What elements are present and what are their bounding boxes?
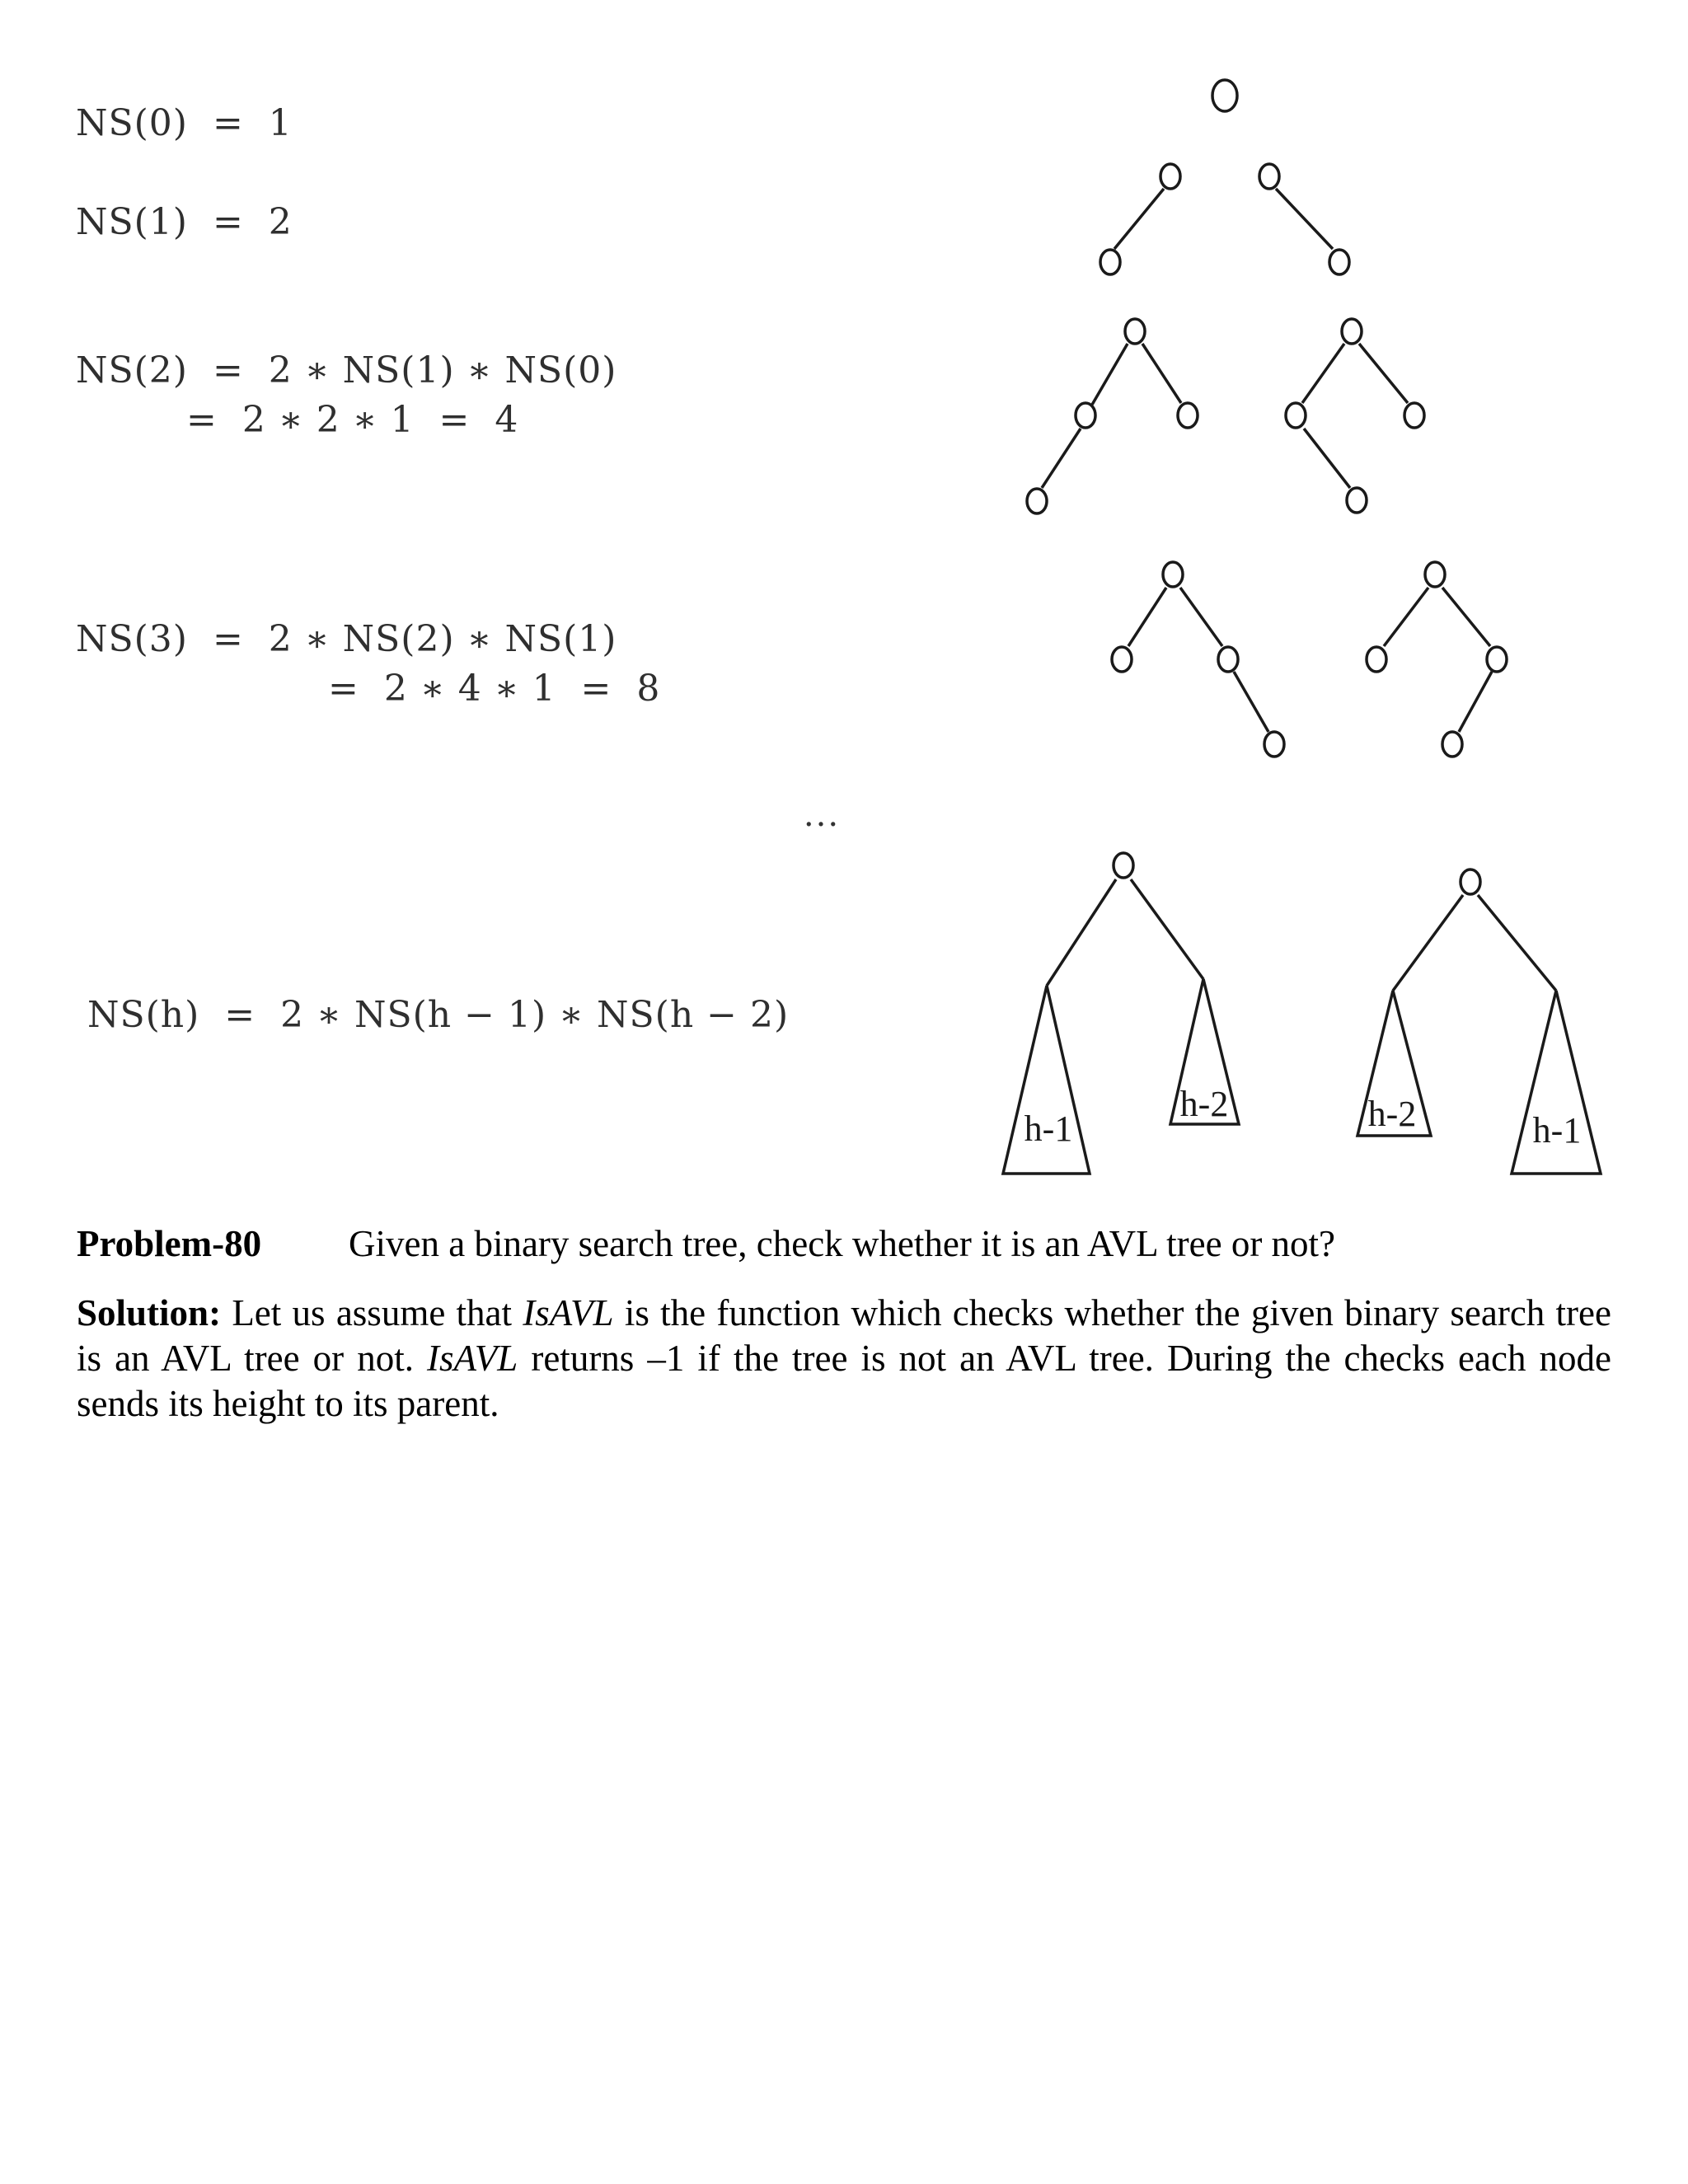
tree-node [1114,853,1133,878]
tree-node [1487,647,1507,672]
tree-height-0 [1212,80,1237,111]
tree-node [1212,80,1237,111]
equation-ns3-line2: = 2 ∗ 4 ∗ 1 = 8 [328,668,661,710]
tree-node [1100,250,1120,274]
tree-node [1125,319,1145,344]
tree-height-2-left [1027,319,1198,513]
tree-node [1367,647,1386,672]
tree-node [1347,488,1367,513]
solution-label: Solution: [77,1292,222,1333]
tree-node [1112,647,1132,672]
tree-node [1442,732,1462,757]
problem-number: Problem-80 [77,1223,262,1264]
tree-height-1-left [1100,164,1180,274]
solution-text: Let us assume that [221,1292,523,1333]
solution-text: is the function which checks whether the given binary search tree is an AVL tree or not. [77,1292,1611,1379]
equation-ns2-line1: NS(2) = 2 ∗ NS(1) ∗ NS(0) [76,349,617,391]
function-name: IsAVL [427,1338,518,1379]
tree-node [1178,403,1198,428]
solution-text: returns –1 if the tree is not an AVL tree. During the checks each node sends its height to its parent. [77,1338,1611,1424]
tree-node [1342,319,1362,344]
subtree-label: h-1 [1532,1110,1582,1151]
tree-node [1218,647,1238,672]
tree-height-2-right [1286,319,1424,513]
tree-node [1461,869,1480,894]
tree-node [1160,164,1180,189]
problem-statement [77,1221,1336,1267]
tree-node [1076,403,1095,428]
tree-height-3-left [1112,562,1284,757]
problem-question: Given a binary search tree, check whether it is an AVL tree or not? [349,1223,1336,1264]
tree-node [1329,250,1349,274]
function-name: IsAVL [523,1292,614,1333]
tree-height-1-right [1259,164,1349,274]
subtree-label: h-1 [1024,1108,1073,1149]
tree-node [1264,732,1284,757]
tree-node [1286,403,1306,428]
tree-node [1259,164,1279,189]
ellipsis: … [803,794,839,834]
tree-node [1404,403,1424,428]
tree-height-3-right [1367,562,1507,757]
equation-ns3-line1: NS(3) = 2 ∗ NS(2) ∗ NS(1) [76,618,617,660]
subtree-label: h-2 [1179,1084,1229,1124]
tree-node [1425,562,1445,587]
equation-ns2-line2: = 2 ∗ 2 ∗ 1 = 4 [186,399,519,441]
equation-ns0: NS(0) = 1 [76,102,293,144]
solution-paragraph [77,1291,1611,1427]
tree-node [1163,562,1183,587]
equation-ns1: NS(1) = 2 [76,201,293,243]
tree-node [1027,489,1047,513]
equation-nsh: NS(h) = 2 ∗ NS(h − 1) ∗ NS(h − 2) [87,994,790,1036]
subtree-label: h-2 [1367,1094,1417,1134]
